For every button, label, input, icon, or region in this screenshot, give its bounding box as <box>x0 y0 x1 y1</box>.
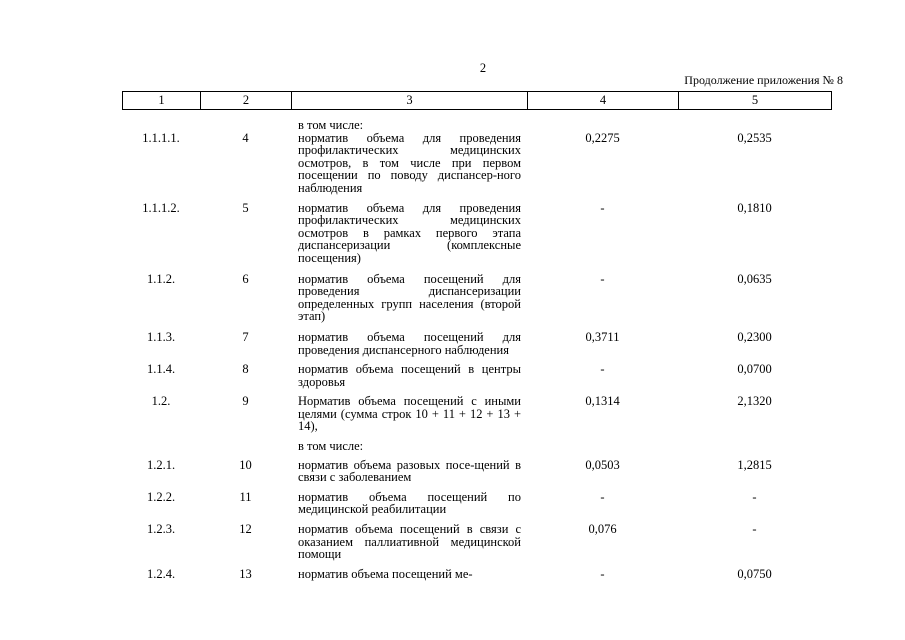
row-code: 1.1.1.2. <box>142 200 180 215</box>
row-number: 4 <box>242 130 249 145</box>
row-description: норматив объема для проведения профилактических медицинских осмотров в рамках первого этапа диспансеризации (комплексные посещения) <box>298 200 521 265</box>
row-value-col4: - <box>600 200 605 215</box>
row-value-col5: 0,2535 <box>737 130 772 145</box>
row-value-col5: 0,0700 <box>737 362 772 377</box>
row-code: 1.2.3. <box>146 522 176 537</box>
row-number: 7 <box>242 329 249 344</box>
row-number: 13 <box>239 566 252 581</box>
row-number: 8 <box>242 362 249 377</box>
row-value-col5: 0,2300 <box>737 329 772 344</box>
table-row <box>122 202 831 265</box>
row-description: норматив объема посещений для проведения диспансерного наблюдения <box>298 329 521 357</box>
row-value-col5: 0,0635 <box>737 271 772 286</box>
table-row <box>122 119 831 132</box>
table-row <box>122 459 831 484</box>
row-description: Норматив объема посещений с иными целями (сумма строк 10 + 11 + 12 + 13 + 14), <box>298 394 521 434</box>
row-code: 1.2.4. <box>146 566 176 581</box>
table-body <box>122 119 831 581</box>
row-value-col5: - <box>752 522 757 537</box>
table-row <box>122 491 831 516</box>
row-value-col5: 1,2815 <box>737 457 772 472</box>
row-value-col4: 0,0503 <box>585 457 620 472</box>
table-row <box>122 523 831 561</box>
row-code: 1.1.4. <box>146 362 176 377</box>
row-description: норматив объема посещений ме- <box>298 566 473 581</box>
row-value-col4: 0,3711 <box>585 329 620 344</box>
table-row <box>122 331 831 356</box>
row-code: 1.1.3. <box>146 329 176 344</box>
row-description: норматив объема посещений по медицинской реабилитации <box>298 489 521 517</box>
row-value-col5: 0,1810 <box>737 200 772 215</box>
row-description: норматив объема разовых посе-щений в связи с заболеванием <box>298 457 521 485</box>
row-value-col4: - <box>600 566 605 581</box>
table-row <box>122 440 831 453</box>
header-col-3: 3 <box>292 92 528 110</box>
row-description: норматив объема посещений в связи с оказанием паллиативной медицинской помощи <box>298 522 521 562</box>
row-description: в том числе: <box>298 118 364 132</box>
row-value-col5: - <box>752 489 757 504</box>
row-code: 1.2. <box>151 394 171 409</box>
row-description: норматив объема для проведения профилактических медицинских осмотров, в том числе при первом посещении по поводу диспансер-ного наблюдения <box>298 130 521 195</box>
table-row <box>122 132 831 195</box>
table-row <box>122 395 831 433</box>
row-number: 11 <box>239 489 252 504</box>
header-col-4: 4 <box>528 92 679 110</box>
row-number: 12 <box>239 522 252 537</box>
row-description: норматив объема посещений в центры здоровья <box>298 362 521 389</box>
header-col-2: 2 <box>201 92 292 110</box>
table-header <box>122 91 832 110</box>
row-number: 9 <box>242 394 249 409</box>
row-number: 5 <box>242 200 249 215</box>
header-col-1: 1 <box>123 92 201 110</box>
row-code: 1.1.1.1. <box>142 130 180 145</box>
row-code: 1.1.2. <box>146 271 176 286</box>
row-value-col4: 0,2275 <box>585 130 620 145</box>
row-value-col4: - <box>600 362 605 377</box>
row-value-col5: 2,1320 <box>737 394 772 409</box>
row-code: 1.2.2. <box>146 489 176 504</box>
table-row <box>122 363 831 388</box>
row-value-col5: 0,0750 <box>737 566 772 581</box>
row-value-col4: - <box>600 489 605 504</box>
table-row <box>122 273 831 323</box>
row-description: норматив объема посещений для проведения диспансеризации определенных групп населения (второй этап) <box>298 271 521 324</box>
row-description: в том числе: <box>298 439 364 454</box>
row-number: 6 <box>242 271 249 286</box>
page-number: 2 <box>479 61 487 75</box>
row-code: 1.2.1. <box>146 457 176 472</box>
header-col-5: 5 <box>679 92 832 110</box>
appendix-continuation-note: Продолжение приложения № 8 <box>684 73 843 87</box>
row-value-col4: 0,1314 <box>585 394 620 409</box>
row-number: 10 <box>239 457 252 472</box>
row-value-col4: - <box>600 271 605 286</box>
row-value-col4: 0,076 <box>588 522 617 537</box>
table-row <box>122 568 831 581</box>
